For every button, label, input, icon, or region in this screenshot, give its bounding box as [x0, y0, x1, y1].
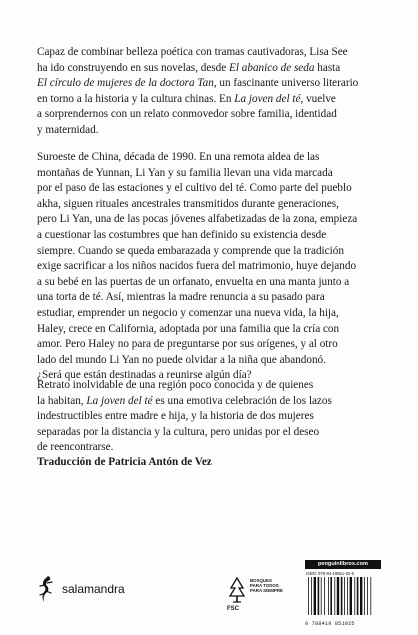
closing-line: de reencontrarse.	[37, 441, 114, 454]
intro-line: hasta	[314, 61, 341, 74]
fsc-certification	[227, 576, 297, 616]
intro-line: y maternidad.	[37, 123, 99, 136]
synopsis-paragraph: Suroeste de China, década de 1990. En una remota aldea de las montañas de Yunnan, Li Yan y su familia llevan una vida marcada por el paso de las estaciones y el cultivo del té. Como parte del pueblo akha, siguen rituales ancestrales transmitidos durante generaciones, pero Li Yan, una de las pocas jóvenes alfabetizadas de la zona, empieza a cuestionar las costumbres que han definido su existencia desde siempre. Cuando se queda embarazada y comprende que la tradición exige sacrificar a los niños nacidos fuera del matrimonio, huye dejando a su bebé en las puertas de un orfanato, envuelta en una manta junto a una torta de té. Así, mientras la madre renuncia a su pasado para estudiar, emprender un negocio y comenzar una nueva vida, la hija, Haley, crece en California, adoptada por una familia que la cría con amor. Pero Haley no para de preguntarse por sus orígenes, y al otro lado del mundo Li Yan no puede olvidar a la niña que abandonó. ¿Será que están destinadas a reunirse algún día?	[37, 151, 358, 382]
book-title-circulo: El círculo de mujeres de la doctora Tan	[37, 77, 214, 90]
salamander-icon	[37, 574, 57, 604]
barcode-digits: 9 788419 851925	[305, 621, 355, 627]
intro-line: , un fascinante universo literario	[213, 77, 359, 90]
closing-paragraph	[37, 378, 381, 456]
publisher-logo	[37, 574, 125, 604]
isbn-number: ISBN: 978-84-19851-92-5	[306, 571, 354, 576]
barcode-icon	[305, 577, 381, 617]
closing-line: separadas por la distancia y la cultura, pero unidas por el deseo	[37, 425, 320, 438]
intro-line: ha ido construyendo en sus novelas, desde	[37, 61, 230, 74]
fsc-tree-icon	[227, 576, 247, 604]
author-intro-paragraph	[37, 45, 381, 139]
publisher-name: salamandra	[62, 582, 125, 596]
intro-line: , vuelve	[300, 92, 336, 105]
intro-line: en torno a la historia y la cultura chinas. En	[37, 92, 235, 105]
fsc-slogan: BOSQUES PARA TODOS PARA SIEMPRE	[250, 578, 283, 594]
closing-line: Retrato inolvidable de una región poco conocida y de quienes	[37, 379, 314, 391]
book-title-joven: La joven del té	[86, 394, 153, 407]
back-cover-footer	[0, 560, 418, 627]
translator-credit: Traducción de Patricia Antón de Vez	[37, 456, 212, 468]
book-title-abanico: El abanico de seda	[229, 61, 315, 74]
closing-line: indestructibles entre madre e hija, y la historia de dos mujeres	[37, 410, 314, 423]
closing-line: es una emotiva celebración de los lazos	[152, 394, 332, 407]
fsc-label: FSC	[227, 606, 239, 612]
intro-line: Capaz de combinar belleza poética con tramas cautivadoras, Lisa See	[37, 46, 348, 58]
book-title-joven: La joven del té	[234, 92, 301, 105]
barcode-panel	[305, 560, 381, 627]
intro-line: a sorprendernos con un relato conmovedor sobre familia, identidad	[37, 108, 337, 121]
closing-line: la habitan,	[37, 394, 87, 407]
publisher-website: penguinlibros.com	[305, 560, 381, 569]
